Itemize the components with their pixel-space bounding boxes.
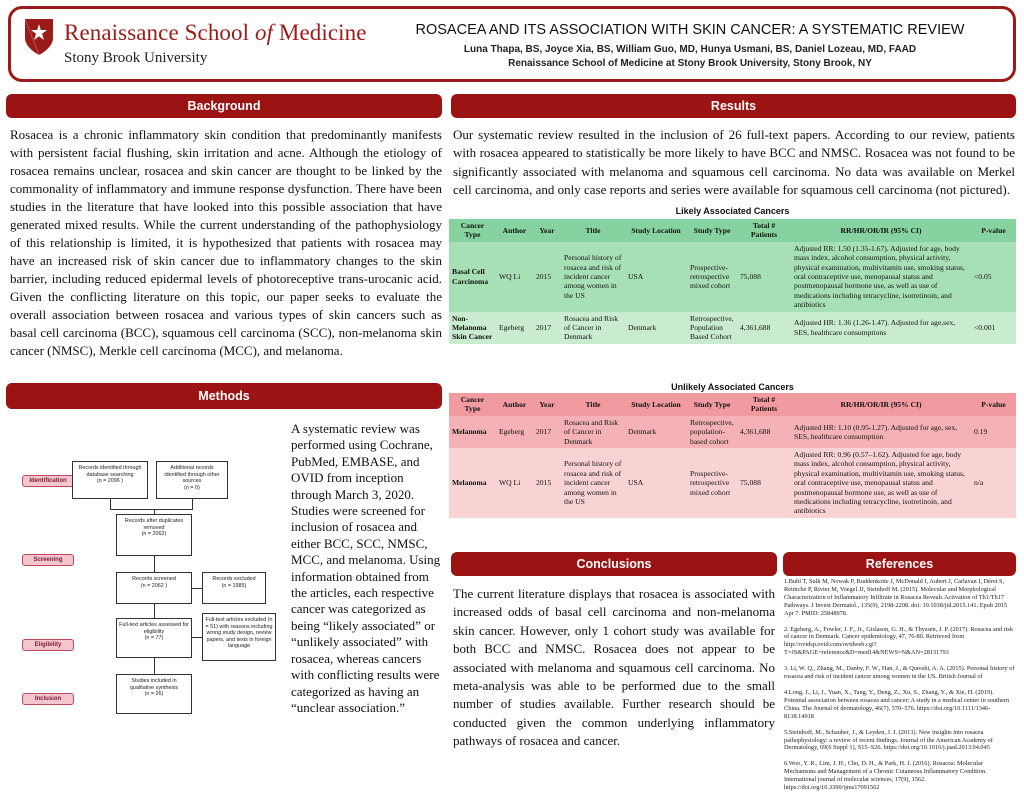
reference-item: 2. Egeberg, A., Fowler, J. F., Jr., Gislason, G. H., & Thyssen, J. P. (2017). Rosacea and risk of cancer in Denmark. Cancer epidemiology, 47, 76-80. Retrieved from http://ovidsp.ovid.com/ovidweb.cgi?T=JS&PAGE=reference&D=med14&NEWS=N&AN=28131793 <box>784 625 1014 657</box>
column-header: Year <box>533 219 561 242</box>
methods-heading: Methods <box>6 383 442 409</box>
flow-count: (n = 2062 ) <box>140 582 168 589</box>
table-cell: Retrospective, population-based cohort <box>687 416 737 448</box>
background-heading: Background <box>6 94 442 118</box>
flow-count: (n = 0) <box>184 484 200 491</box>
unlikely-associated-table <box>449 393 1016 518</box>
school-name: Renaissance School of Medicine <box>64 20 367 45</box>
flow-box-fulltext-excluded: Full-text articles excluded (n = 51) with reasons including wrong study design, review papers, and texts in foreign language <box>202 613 276 661</box>
table-cell: Melanoma <box>449 416 496 448</box>
unlikely-table-caption: Unlikely Associated Cancers <box>671 382 794 392</box>
flow-connector <box>154 556 155 572</box>
flow-box-database-records <box>72 461 148 499</box>
flow-label: Records after duplicates removed <box>124 518 184 531</box>
table-cell: Adjusted RR: 1.50 (1.35-1.67). Adjusted for age, body mass index, alcohol consumption, physical activity, physical examination, multivitamin use, smoking status, oral contraceptive use, menopausal status and postmenopausal hormone use, as well as use of medications including tetracycline, isotretinoin, and antibiotics <box>791 242 971 312</box>
poster-title: ROSACEA AND ITS ASSOCIATION WITH SKIN CANCER: A SYSTEMATIC REVIEW <box>415 22 965 38</box>
table-cell: 2015 <box>533 242 561 312</box>
table-row <box>449 242 1016 312</box>
flow-box-other-records <box>156 461 228 499</box>
stage-identification: Identification <box>22 475 74 487</box>
column-header: Cancer Type <box>449 219 496 242</box>
column-header: Title <box>561 393 625 416</box>
column-header: Author <box>496 219 533 242</box>
author-list: Luna Thapa, BS, Joyce Xia, BS, William Guo, MD, Hunya Usmani, BS, Daniel Lozeau, MD, FAAD <box>463 44 917 55</box>
likely-table-caption: Likely Associated Cancers <box>675 206 790 216</box>
table-cell: Prospective-retrospective mixed cohort <box>687 242 737 312</box>
flow-label: Records screened <box>132 576 176 582</box>
table-cell: Adjusted HR: 1.10 (0.95-1.27). Adjusted for age, sex, SES, healthcare consumption <box>791 416 971 448</box>
column-header: Cancer Type <box>449 393 496 416</box>
table-cell: Melanoma <box>449 448 496 518</box>
background-text: Rosacea is a chronic inflammatory skin condition that predominantly manifests with persistent facial flushing, skin irritation and acne. Although the etiology of rosacea remains unclear, rosacea and skin cancer are thought to be linked by the commonality of inflammatory and immune response dysfunction. There have been studies in the literature that have looked into this possible association that have generated mixed results. While the current understanding of the pathophysiology of this relationship is limited, it is hypothesized that patients with rosacea may have an increased risk of skin cancer due to inflammatory changes to the skin barrier, including reduced epidermal levels of photoreceptive trans-urocanic acid. Given the conflicting literature on this topic, our paper seeks to evaluate the overall association between rosacea and various types of skin cancers such as basal cell carcinoma (BCC), squamous cell carcinoma (SCC), non-melanoma skin cancer (NMSC), Merkle cell carcinoma (MCC), and melanoma. <box>10 127 442 358</box>
table-cell: 2017 <box>533 416 561 448</box>
table-cell: 2017 <box>533 312 561 344</box>
table-cell: n/a <box>971 448 1016 518</box>
column-header: Year <box>533 393 561 416</box>
flow-label: Full-text articles assessed for eligibility <box>119 622 189 635</box>
table-cell: Rosacea and Risk of Cancer in Denmark <box>561 312 625 344</box>
table-cell: 4,361,688 <box>737 312 791 344</box>
flow-connector <box>110 509 193 510</box>
flow-count: (n = 2062) <box>141 531 167 538</box>
reference-item: 1.Buhl T, Sulk M, Nowak P, Buddenkotte J, McDonald I, Aubert J, Carlavan I, Déret S, Reiniche P, Rivier M, Voegel JJ, Steinhoff M. (2015). Molecular and Morphological Characterization of Inflammatory Infiltrate in Rosacea Reveals Activation of Th1/Th17 Pathways. J Invest Dermatol., 135(9), 2198-2208. doi: 10.1038/jid.2015.141. Epub 2015 Apr 7. PMID: 25848978. <box>784 578 1008 617</box>
table-cell: WQ Li <box>496 242 533 312</box>
flow-count: (n = 26) <box>144 691 164 698</box>
table-cell: WQ Li <box>496 448 533 518</box>
reference-item: 4.Long, J., Li, J., Yuan, X., Tang, Y., Deng, Z., Xu, S., Zhang, Y., & Xie, H. (2019). Potential association between rosacea and cancer: A study in a medical center in southern China. The Journal of dermatology, 46(7), 570–576. https://doi.org/10.1111/1346-8138.14918 <box>784 688 1010 720</box>
flow-box-screened <box>116 572 192 604</box>
flow-connector <box>192 637 202 638</box>
table-row <box>449 448 1016 518</box>
flow-box-fulltext-assessed <box>116 618 192 658</box>
stage-inclusion: Inclusion <box>22 693 74 705</box>
table-cell: Egeberg <box>496 312 533 344</box>
column-header: P-value <box>971 219 1016 242</box>
column-header: Study Location <box>625 393 687 416</box>
table-row <box>449 312 1016 344</box>
table-cell: Denmark <box>625 416 687 448</box>
flow-label: Additional records identified through other sources <box>164 465 220 485</box>
flow-label: Records identified through database searching <box>78 465 142 478</box>
conclusions-text: The current literature displays that rosacea is associated with increased odds of basal cell carcinoma and non-melanoma skin cancer. However, only 1 cohort study was available for both BCC and NMSC. Rosacea does not appear to be associated with melanoma and squamous cell carcinoma. No meta-analysis was able to be performed due to the small number of studies available. Further research should be conducted given the common underlying inflammatory pathways of rosacea and cancer. <box>453 586 775 749</box>
table-cell: Adjusted RR: 0.96 (0.57–1.62). Adjusted for age, body mass index, alcohol consumption, physical activity, physical examination, multivitamin use, smoking status, oral contraceptive use, menopausal status and postmenopausal hormone use, as well as use of medications including tetracycline, isotretinoin, and antibiotics <box>791 448 971 518</box>
prisma-flow-diagram <box>8 446 284 702</box>
flow-connector <box>192 499 193 509</box>
references-list <box>784 578 1016 792</box>
column-header: Study Location <box>625 219 687 242</box>
stage-eligibility: Eligibility <box>22 639 74 651</box>
column-header: P-value <box>971 393 1016 416</box>
flow-connector <box>192 588 202 589</box>
table-cell: USA <box>625 242 687 312</box>
flow-connector <box>110 499 111 509</box>
table-cell: <0.001 <box>971 312 1016 344</box>
results-heading: Results <box>451 94 1016 118</box>
column-header: Total # Patients <box>737 393 791 416</box>
flow-box-after-duplicates <box>116 514 192 556</box>
table-row <box>449 416 1016 448</box>
column-header: RR/HR/OR/IR (95% CI) <box>791 219 971 242</box>
table-cell: Rosacea and Risk of Cancer in Denmark <box>561 416 625 448</box>
likely-associated-table <box>449 219 1016 344</box>
flow-label: Studies included in qualitative synthesis <box>129 678 179 691</box>
table-cell: Personal history of rosacea and risk of incident cancer among women in the US <box>561 448 625 518</box>
flow-connector <box>154 509 155 514</box>
affiliation: Renaissance School of Medicine at Stony Brook University, Stony Brook, NY <box>508 58 872 69</box>
table-cell: Basal Cell Carcinoma <box>449 242 496 312</box>
reference-item: 3. Li, W. Q., Zhang, M., Danby, F. W., Han, J., & Qureshi, A. A. (2015). Personal history of rosacea and risk of incident cancer among women in the US. British Journal of <box>784 665 1015 681</box>
table-cell: Adjusted HR: 1.36 (1.26-1.47). Adjusted for age,sex, SES, healthcare consumptions <box>791 312 971 344</box>
column-header: RR/HR/OR/IR (95% CI) <box>791 393 971 416</box>
flow-count: (n = 1985) <box>221 582 247 589</box>
references-heading: References <box>783 552 1016 576</box>
flow-connector <box>154 658 155 674</box>
table-cell: 4,361,688 <box>737 416 791 448</box>
reference-item: 5.Steinhoff, M., Schauber, J., & Leyden, J. J. (2013). New insights into rosacea pathophysiology: a review of recent findings. Journal of the American Academy of Dermatology, 69(6 Suppl 1), S15–S26. https://doi.org/10.1016/j.jaad.2013.04.045 <box>784 728 993 752</box>
shield-logo-icon <box>24 18 54 56</box>
methods-text: A systematic review was performed using Cochrane, PubMed, EMBASE, and OVID from inception through March 3, 2020. Studies were screened for inclusion of rosacea and either BCC, SCC, NMSC, MCC, and melanoma. Using information obtained from the articles, each respective cancer was categorized as being “likely associated” or “unlikely associated” with rosacea, whereas cancers with conflicting results were categorized as having an “unclear association.” <box>291 421 441 715</box>
flow-box-excluded <box>202 572 266 604</box>
flow-count: (n = 77) <box>144 635 164 642</box>
table-cell: USA <box>625 448 687 518</box>
table-cell: Egeberg <box>496 416 533 448</box>
table-cell: Non-Melanoma Skin Cancer <box>449 312 496 344</box>
table-cell: Denmark <box>625 312 687 344</box>
column-header: Title <box>561 219 625 242</box>
column-header: Study Type <box>687 393 737 416</box>
flow-box-included <box>116 674 192 714</box>
conclusions-heading: Conclusions <box>451 552 777 576</box>
column-header: Study Type <box>687 219 737 242</box>
column-header: Author <box>496 393 533 416</box>
table-cell: <0.05 <box>971 242 1016 312</box>
table-cell: Prospective-retrospective mixed cohort <box>687 448 737 518</box>
flow-count: (n = 2096 ) <box>96 478 124 485</box>
table-cell: 0.19 <box>971 416 1016 448</box>
stage-screening: Screening <box>22 554 74 566</box>
column-header: Total # Patients <box>737 219 791 242</box>
university-name: Stony Brook University <box>64 50 208 66</box>
reference-item: 6.Woo, Y. R., Lim, J. H., Cho, D. H., & Park, H. J. (2016). Rosacea: Molecular Mechanisms and Management of a Chronic Cutaneous Inflammatory Condition. International journal of molecular sciences, 17(9), 1562. https://doi.org/10.3390/ijms17091562 <box>784 760 987 792</box>
table-cell: Personal history of rosacea and risk of incident cancer among women in the US <box>561 242 625 312</box>
table-cell: Retrospective, Population Based Cohort <box>687 312 737 344</box>
table-cell: 75,088 <box>737 448 791 518</box>
table-cell: 2015 <box>533 448 561 518</box>
flow-connector <box>154 604 155 618</box>
results-text: Our systematic review resulted in the inclusion of 26 full-text papers. According to our review, patients with rosacea appeared to statistically be more likely to have BCC and NMSC. Rosacea was not found to be significantly associated with melanoma and squamous cell carcinoma. No data was available on Merkel cell carcinoma, and only case reports and series were available for squamous cell carcinoma (not pictured). <box>453 127 1015 197</box>
table-cell: 75,088 <box>737 242 791 312</box>
flow-label: Records excluded <box>212 576 256 582</box>
